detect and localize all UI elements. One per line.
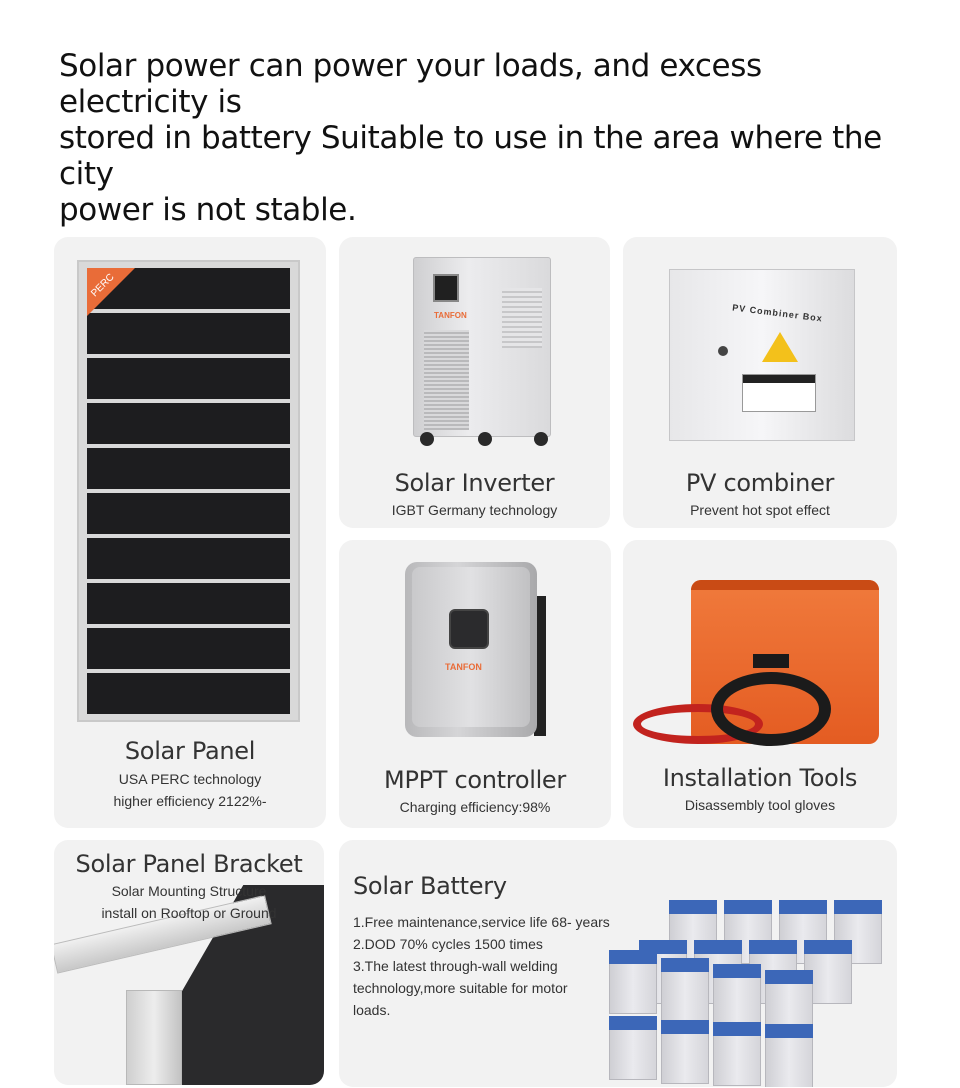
solar-panel-card bbox=[54, 237, 326, 828]
inverter-screen bbox=[433, 274, 459, 302]
solar-panel-cells bbox=[87, 268, 290, 714]
bracket-sub-2: install on Rooftop or Ground bbox=[101, 905, 277, 921]
tools-sub: Disassembly tool gloves bbox=[684, 797, 836, 813]
mppt-image bbox=[405, 562, 537, 737]
battery-description bbox=[353, 911, 623, 1021]
notice-sticker bbox=[742, 374, 816, 412]
inverter-title: Solar Inverter bbox=[394, 469, 555, 497]
wheel-icon bbox=[478, 432, 492, 446]
headline-line-3: power is not stable. bbox=[59, 192, 357, 228]
inverter-logo: TANFON bbox=[434, 311, 467, 320]
perc-tag-text: PERC bbox=[89, 271, 117, 300]
mppt-screen bbox=[449, 609, 489, 649]
pv-combiner-card bbox=[623, 237, 897, 528]
tools-title: Installation Tools bbox=[662, 764, 858, 792]
solar-panel-sub-2: higher efficiency 2122%- bbox=[113, 793, 267, 809]
battery-line-3: 3.The latest through-wall welding bbox=[353, 958, 558, 974]
solar-panel-sub-1: USA PERC technology bbox=[118, 771, 262, 787]
solar-battery-card bbox=[339, 840, 897, 1087]
installation-tools-card bbox=[623, 540, 897, 828]
inverter-side-vent bbox=[502, 288, 542, 348]
warning-icon bbox=[762, 332, 798, 362]
wheel-icon bbox=[534, 432, 548, 446]
battery-title: Solar Battery bbox=[353, 872, 507, 900]
battery-line-2: 2.DOD 70% cycles 1500 times bbox=[353, 936, 543, 952]
combiner-title: PV combiner bbox=[685, 469, 835, 497]
inverter-vent bbox=[424, 330, 469, 430]
mppt-controller-card bbox=[339, 540, 611, 828]
combiner-sub: Prevent hot spot effect bbox=[690, 502, 830, 518]
page-headline bbox=[59, 48, 899, 228]
mppt-logo: TANFON bbox=[445, 662, 482, 672]
headline-line-1: Solar power can power your loads, and excess electricity is bbox=[59, 48, 762, 120]
headline-line-2: stored in battery Suitable to use in the area where the city bbox=[59, 120, 882, 192]
battery-line-4: technology,more suitable for motor bbox=[353, 980, 568, 996]
bracket-post-image bbox=[126, 990, 182, 1085]
bracket-sub-1: Solar Mounting Structure bbox=[111, 883, 267, 899]
battery-line-5: loads. bbox=[353, 1002, 391, 1018]
inverter-image bbox=[413, 257, 551, 437]
mppt-title: MPPT controller bbox=[384, 766, 566, 794]
solar-inverter-card bbox=[339, 237, 610, 528]
solar-bracket-card bbox=[54, 840, 324, 1085]
mppt-front-panel bbox=[412, 567, 530, 727]
solar-panel-title: Solar Panel bbox=[124, 737, 256, 765]
combiner-box-label: PV Combiner Box bbox=[731, 302, 824, 324]
tool-case-label bbox=[753, 654, 789, 668]
combiner-box-image bbox=[669, 269, 855, 441]
black-cable-coil bbox=[711, 672, 831, 746]
mppt-sub: Charging efficiency:98% bbox=[399, 799, 551, 815]
battery-line-1: 1.Free maintenance,service life 68- years bbox=[353, 914, 610, 930]
wheel-icon bbox=[420, 432, 434, 446]
lock-knob-icon bbox=[718, 346, 728, 356]
solar-panel-image bbox=[77, 260, 300, 722]
inverter-sub: IGBT Germany technology bbox=[391, 502, 558, 518]
bracket-title: Solar Panel Bracket bbox=[75, 850, 303, 878]
